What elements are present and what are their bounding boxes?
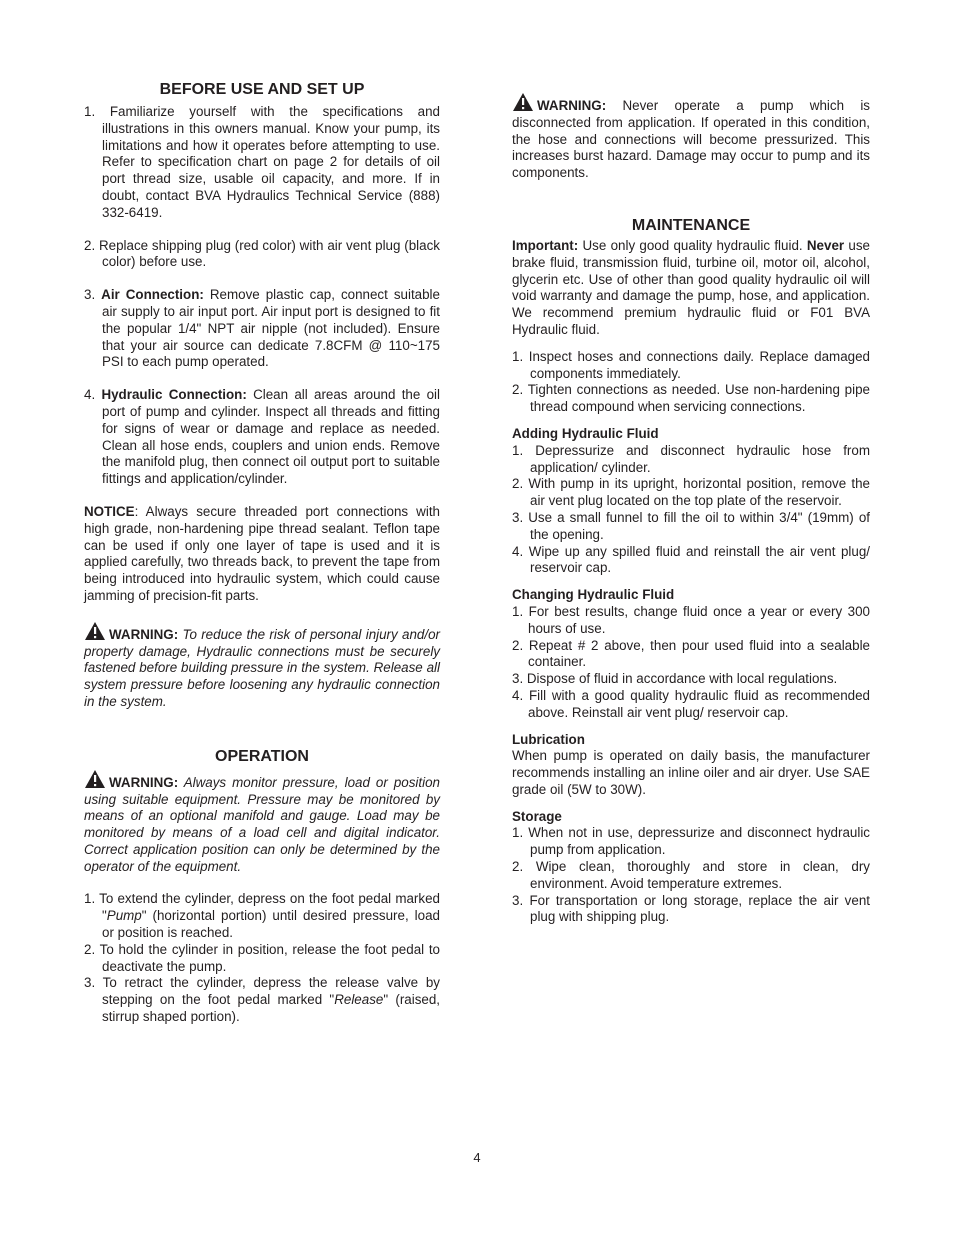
- storage-item-3: 3. For transportation or long storage, replace the air vent plug with shipping plug.: [512, 892, 870, 925]
- adding-item-1: 1. Depressurize and disconnect hydraulic hose from application/ cylinder.: [512, 442, 870, 475]
- storage-heading: Storage: [512, 808, 562, 824]
- warning-text: Always monitor pressure, load or position using suitable equipment. Pressure may be monitored by means of an optional manifold and gauge. Load may be monitored by means of a load cell and digital indicator. Correct application position can only be determined by the operator of the equipment.: [84, 774, 440, 874]
- operation-item-3: [84, 975, 440, 1025]
- notice-text: : Always secure threaded port connections with high grade, non-hardening pipe thread sealant. Teflon tape can be used if only one layer of tape is used and it is applied carefully, two threads back, to prevent the tape from being introduced into hydraulic system, which could cause jamming of precision-fit parts.: [84, 503, 440, 603]
- changing-item-4: 4. Fill with a good quality hydraulic fluid as recommended above. Reinstall air vent plug/ reservoir cap.: [512, 687, 870, 720]
- never-word: Never: [806, 237, 845, 253]
- notice-paragraph: [84, 504, 440, 605]
- hydraulic-connection-label: Hydraulic Connection:: [101, 387, 247, 403]
- warning-disconnected: [512, 92, 870, 182]
- page-number: 4: [473, 1150, 481, 1165]
- important-text-b: use brake fluid, transmission fluid, turbine oil, motor oil, alcohol, glycerin etc. Use of other than good quality hydraulic oil will void warranty and damage the pump, hose, and application. We recommend premium hydraulic fluid or F01 BVA Hydraulic fluid.: [512, 237, 870, 337]
- warning-text: To reduce the risk of personal injury and/or property damage, Hydraulic connections must be securely fastened before building pressure in the system. Release all system pressure before loosening any hydraulic connection in the system.: [84, 626, 440, 709]
- storage-item-2: 2. Wipe clean, thoroughly and store in clean, dry environment. Avoid temperature extremes.: [512, 859, 870, 891]
- adding-fluid-heading: Adding Hydraulic Fluid: [512, 425, 659, 441]
- maintenance-item-2: 2. Tighten connections as needed. Use non-hardening pipe thread compound when servicing connections.: [512, 382, 870, 415]
- warning-triangle-icon: [512, 92, 534, 112]
- before-use-heading: BEFORE USE AND SET UP: [159, 81, 365, 98]
- warning-triangle-icon: [84, 769, 106, 789]
- item3-prefix: 3.: [84, 287, 102, 303]
- changing-fluid-heading: Changing Hydraulic Fluid: [512, 587, 675, 603]
- op3-text-a: 3. To retract the cylinder, depress the release valve by stepping on the foot pedal marked ": [84, 975, 440, 1008]
- lubrication-text: When pump is operated on daily basis, the manufacturer recommends installing an inline oiler and air dryer. Use SAE grade oil (5W to 30W).: [512, 748, 870, 797]
- storage-item-1: 1. When not in use, depressurize and disconnect hydraulic pump from application.: [512, 825, 870, 858]
- item4-prefix: 4.: [84, 387, 102, 403]
- warning-label: WARNING:: [109, 626, 179, 642]
- maintenance-heading: MAINTENANCE: [631, 216, 751, 234]
- adding-item-4: 4. Wipe up any spilled fluid and reinstall the air vent plug/ reservoir cap.: [512, 543, 870, 576]
- changing-item-2: 2. Repeat # 2 above, then pour used fluid into a sealable container.: [512, 637, 870, 670]
- op3-text-b: " (raised, stirrup shaped portion).: [102, 992, 441, 1025]
- important-text-a: Use only good quality hydraulic fluid.: [578, 237, 807, 253]
- release-word: Release: [334, 992, 384, 1008]
- warning-text: Never operate a pump which is disconnected from application. If operated in this condition, the hose and connections will become pressurized. This increases burst hazard. Damage may occur to pump and its components.: [512, 98, 870, 181]
- right-column: [512, 92, 870, 926]
- op1-text-a: 1. To extend the cylinder, depress on the foot pedal marked ": [84, 891, 440, 924]
- lubrication-heading: Lubrication: [512, 731, 585, 747]
- important-label: Important:: [512, 237, 579, 253]
- operation-item-2: 2. To hold the cylinder in position, release the foot pedal to deactivate the pump.: [84, 941, 440, 974]
- adding-item-2: 2. With pump in its upright, horizontal position, remove the air vent plug located on the top plate of the reservoir.: [512, 476, 870, 509]
- air-connection-label: Air Connection:: [101, 287, 204, 303]
- warning-monitor: [84, 769, 440, 876]
- pump-word: Pump: [106, 908, 142, 924]
- important-paragraph: [512, 238, 870, 339]
- before-item-2: 2. Replace shipping plug (red color) with air vent plug (black color) before use.: [84, 237, 440, 270]
- hydraulic-connection-text: Clean all areas around the oil port of pump and cylinder. Inspect all threads and fitting for signs of wear or damage and replace as needed. Clean all hose ends, couplers and union ends. Remove the manifold plug, then connect oil output port to suitable fittings and application/cylinder.: [102, 387, 440, 487]
- before-item-1: 1. Familiarize yourself with the specifications and illustrations in this owners manual. Know your pump, its limitations and how it operates before attempting to use. Refer to specification chart on page 2 for details of oil port thread size, usable oil capacity, and more. If in doubt, contact BVA Hydraulics Technical Service (888) 332-6419.: [84, 104, 440, 220]
- before-item-4: [84, 387, 440, 488]
- before-item-3: [84, 287, 440, 371]
- operation-heading: OPERATION: [215, 747, 309, 765]
- changing-item-3: 3. Dispose of fluid in accordance with local regulations.: [512, 671, 838, 687]
- op1-text-b: " (horizontal portion) until desired pressure, load or position is reached.: [102, 908, 440, 941]
- air-connection-text: Remove plastic cap, connect suitable air supply to air input port. Air input port is designed to fit the popular 1/4" NPT air nipple (not included). Ensure that your air source can dedicate 7.8CFM @ 110~175 PSI to each pump operated.: [102, 287, 440, 370]
- warning-triangle-icon: [84, 621, 106, 641]
- left-column: [84, 80, 440, 1026]
- warning-label: WARNING:: [537, 98, 607, 113]
- warning-label: WARNING:: [109, 774, 179, 790]
- changing-item-1: 1. For best results, change fluid once a year or every 300 hours of use.: [512, 603, 870, 636]
- notice-label: NOTICE: [84, 503, 135, 519]
- warning-connections: [84, 621, 440, 711]
- operation-item-1: [84, 891, 440, 941]
- adding-item-3: 3. Use a small funnel to fill the oil to within 3/4" (19mm) of the opening.: [512, 509, 870, 542]
- maintenance-item-1: 1. Inspect hoses and connections daily. Replace damaged components immediately.: [512, 348, 870, 381]
